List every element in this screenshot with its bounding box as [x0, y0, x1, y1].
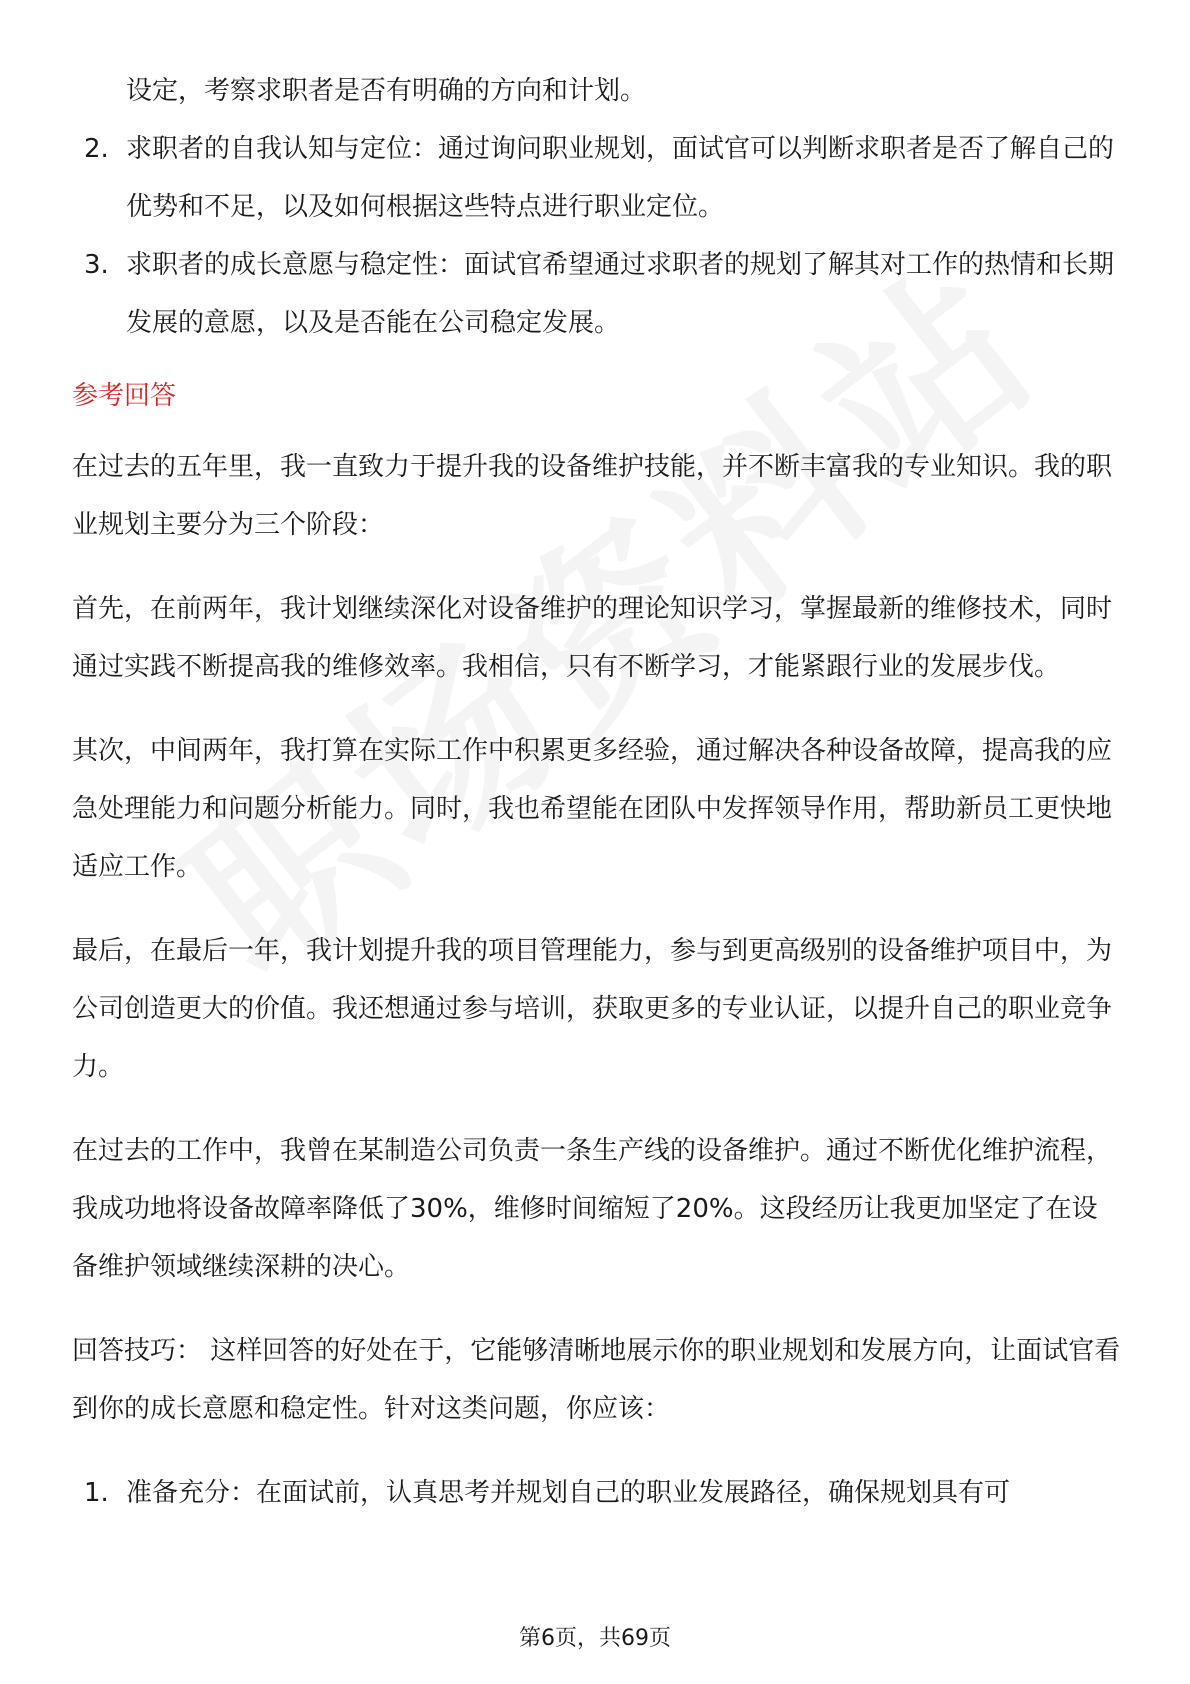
numbered-list-tips: [72, 1464, 1122, 1522]
answer-paragraph: 其次，中间两年，我打算在实际工作中积累更多经验，通过解决各种设备故障，提高我的应急处理能力和问题分析能力。同时，我也希望能在团队中发挥领导作用，帮助新员工更快地适应工作。: [72, 736, 1113, 882]
list-item-text: 求职者的成长意愿与稳定性：面试官希望通过求职者的规划了解其对工作的热情和长期发展的意愿，以及是否能在公司稳定发展。: [126, 250, 1115, 338]
list-item-text: 求职者的自我认知与定位：通过询问职业规划，面试官可以判断求职者是否了解自己的优势和不足，以及如何根据这些特点进行职业定位。: [126, 134, 1115, 222]
list-item-number: 2.: [84, 134, 109, 164]
list-item-continuation: 设定，考察求职者是否有明确的方向和计划。: [126, 76, 647, 106]
numbered-list-intent: [72, 120, 1122, 352]
list-item-text: 准备充分：在面试前，认真思考并规划自己的职业发展路径，确保规划具有可: [126, 1478, 1011, 1508]
list-item-number: 3.: [84, 250, 109, 280]
list-item: [72, 236, 1122, 352]
answer-paragraph: 首先，在前两年，我计划继续深化对设备维护的理论知识学习，掌握最新的维修技术，同时通过实践不断提高我的维修效率。我相信，只有不断学习，才能紧跟行业的发展步伐。: [72, 594, 1113, 682]
answer-tips: 回答技巧： 这样回答的好处在于，它能够清晰地展示你的职业规划和发展方向，让面试官看到你的成长意愿和稳定性。针对这类问题，你应该：: [72, 1336, 1121, 1424]
answer-paragraph: 最后，在最后一年，我计划提升我的项目管理能力，参与到更高级别的设备维护项目中，为公司创造更大的价值。我还想通过参与培训，获取更多的专业认证，以提升自己的职业竞争力。: [72, 936, 1113, 1082]
answer-paragraph: 在过去的工作中，我曾在某制造公司负责一条生产线的设备维护。通过不断优化维护流程，我成功地将设备故障率降低了30%，维修时间缩短了20%。这段经历让我更加坚定了在设备维护领域继续深耕的决心。: [72, 1136, 1113, 1282]
list-item-number: 1.: [84, 1478, 109, 1508]
answer-paragraph: 在过去的五年里，我一直致力于提升我的设备维护技能，并不断丰富我的专业知识。我的职业规划主要分为三个阶段：: [72, 452, 1113, 540]
page-content: [72, 62, 1122, 1522]
section-title: 参考回答: [72, 381, 177, 411]
page-number-footer: 第6页，共69页: [519, 1626, 671, 1651]
list-item: [72, 1464, 1122, 1522]
list-item: [72, 120, 1122, 236]
